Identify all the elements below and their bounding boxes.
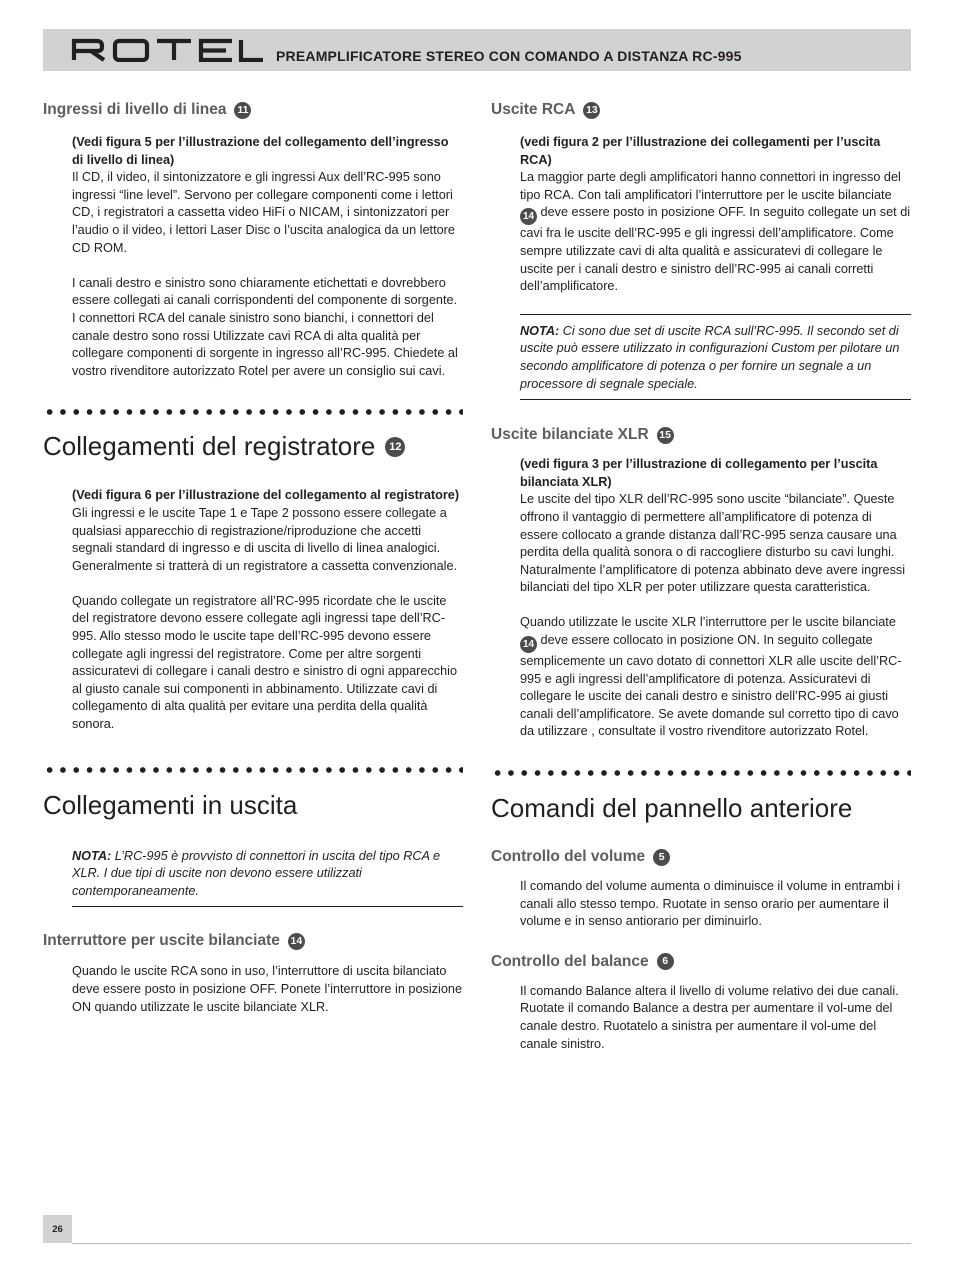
note-box: NOTA: Ci sono due set di uscite RCA sull’RC-995. Il secondo set di uscite può essere utilizzato in configurazioni Custom per pilotare un secondo amplificatore di potenza o per fornire un segnale a un processore di segnale speciale. — [520, 314, 911, 400]
section-heading-rca-outputs: Uscite RCA 13 — [491, 101, 911, 119]
dotted-divider — [43, 767, 463, 773]
left-column — [43, 101, 463, 1016]
section-heading-balance: Controllo del balance 6 — [491, 953, 911, 971]
section-heading-xlr-outputs: Uscite bilanciate XLR 15 — [491, 426, 911, 444]
callout-badge: 12 — [385, 437, 405, 457]
dotted-divider — [43, 409, 463, 415]
section-body: (Vedi figura 6 per l’illustrazione del collegamento al registratore) Gli ingressi e le uscite Tape 1 e Tape 2 possono essere collegate a qualsiasi apparecchio di registrazione/riproduzione che accetti segnali standard di ingresso e di uscita di livello di linea analogici. Generalmente si tratterà di un registratore a cassetta convenzionale. Quando collegate un registratore all’RC-995 ricordate che le uscite del registratore devono essere collegate agli ingressi tape dell’RC-995. Allo stesso modo le uscite tape dell’RC-995 devono essere collegate agli ingressi del registratore. Come per altre sorgenti assicuratevi di collegare i canali destro e sinistro di ogni apparecchio al giusto canale sui componenti in abbinamento. Utilizzate cavi di collegamento di alta qualità per evitare una perdita della qualità sonora. — [72, 488, 460, 732]
section-heading-outputs: Collegamenti in uscita — [43, 789, 298, 820]
callout-badge: 13 — [583, 102, 600, 119]
section-heading-line-inputs: Ingressi di livello di linea 11 — [43, 101, 463, 119]
page-number: 26 — [43, 1215, 72, 1243]
section-body: (vedi figura 2 per l’illustrazione dei collegamenti per l’uscita RCA) La maggior parte degli amplificatori hanno connettori in ingresso del tipo RCA. Con tali amplificatori l’interruttore per le uscite bilanciate 14 deve essere posto in posizione OFF. In seguito collegate un set di cavi fra le uscite dell’RC-995 e gli ingressi dell’amplificatore. Come sempre utilizzate cavi di alta qualità e assicuratevi di collegare le uscite per i canali destro e sinistro dell’RC-995 ai canali corretti dell’amplificatore. — [520, 135, 911, 294]
section-body: Il comando Balance altera il livello di volume relativo dei due canali. Ruotate il comando Balance a destra per aumentare il vol-ume del canale destro. Ruotatelo a sinistra per aumentare il vol-ume del canale sinistro. — [520, 983, 899, 1051]
note-box: NOTA: L’RC-995 è provvisto di connettori in uscita del tipo RCA e XLR. I due tipi di uscite non devono essere utilizzati contemporaneamente. — [72, 848, 463, 908]
header-bar — [43, 29, 911, 71]
dotted-divider — [491, 770, 911, 776]
section-heading-front-panel: Comandi del pannello anteriore — [491, 793, 853, 824]
section-body: Il comando del volume aumenta o diminuisce il volume in entrambi i canali allo stesso tempo. Ruotate in senso orario per aumentare il volume e in senso antiorario per diminuirlo. — [520, 879, 901, 929]
section-heading-balanced-switch: Interruttore per uscite bilanciate 14 — [43, 932, 463, 950]
section-body: (vedi figura 3 per l’illustrazione di collegamento per l’uscita bilanciata XLR) Le uscite del tipo XLR dell’RC-995 sono uscite “bilanciate”. Queste offrono il vantaggio di permettere all’amplificatore di potenza di essere collocato a grande distanza dall’RC-995 senza causare una perdita della qualità sonora o di raccogliere disturbo su cavi lunghi. Naturalmente l’amplificatore di potenza abbinato deve avere ingressi bilanciati del tipo XLR per poter utilizzare questa caratteristica. Quando utilizzate le uscite XLR l’interruttore per le uscite bilanciate 14 deve essere collocato in posizione ON. In seguito collegate semplicemente un cavo dotato di connettori XLR alle uscite dell’RC-995 e agli ingressi dell’amplificatore di potenza. Assicuratevi di collegare le uscite dei canali destro e sinistro dell’RC-995 ai giusti canali dell’amplificatore. Se avete domande sul corretto tipo di cavo da utilizzare , consultate il vostro rivenditore autorizzato Rotel. — [520, 457, 906, 739]
callout-badge: 14 — [520, 636, 537, 653]
section-heading-volume: Controllo del volume 5 — [491, 848, 911, 866]
section-heading-recorder: Collegamenti del registratore 12 — [43, 431, 463, 462]
callout-badge: 11 — [234, 102, 251, 119]
rotel-logo — [71, 38, 263, 62]
callout-badge: 5 — [653, 849, 670, 866]
callout-badge: 6 — [657, 953, 674, 970]
section-body: Quando le uscite RCA sono in uso, l’interruttore di uscita bilanciato deve essere posto in posizione OFF. Ponete l’interruttore in posizione ON quando utilizzate le uscite bilanciate XLR. — [72, 964, 463, 1014]
document-title: PREAMPLIFICATORE STEREO CON COMANDO A DISTANZA RC-995 — [276, 48, 742, 64]
callout-badge: 14 — [288, 933, 305, 950]
section-body: (Vedi figura 5 per l’illustrazione del collegamento dell’ingresso di livello di linea) Il CD, il video, il sintonizzatore e gli ingressi Aux dell’RC-995 sono ingressi “line level”. Servono per collegare componenti come i lettori CD, i registratori a cassetta video HiFi o NICAM, i sintonizzatori per l’audio o il video, i lettori Laser Disc o l’uscita analogica da un lettore CD ROM. I canali destro e sinistro sono chiaramente etichettati e dovrebbero essere collegati ai canali corrispondenti del componente di sorgente. I connettori RCA del canale sinistro sono bianchi, i connettori del canale destro sono rossi Utilizzate cavi RCA di alta qualità per collegare componenti di sorgente in ingresso all’RC-995. Chiedete al vostro rivenditore autorizzato Rotel per avere un consiglio sui cavi. — [72, 135, 458, 378]
callout-badge: 15 — [657, 427, 674, 444]
right-column — [491, 101, 911, 1053]
callout-badge: 14 — [520, 208, 537, 225]
footer-rule — [72, 1243, 911, 1244]
